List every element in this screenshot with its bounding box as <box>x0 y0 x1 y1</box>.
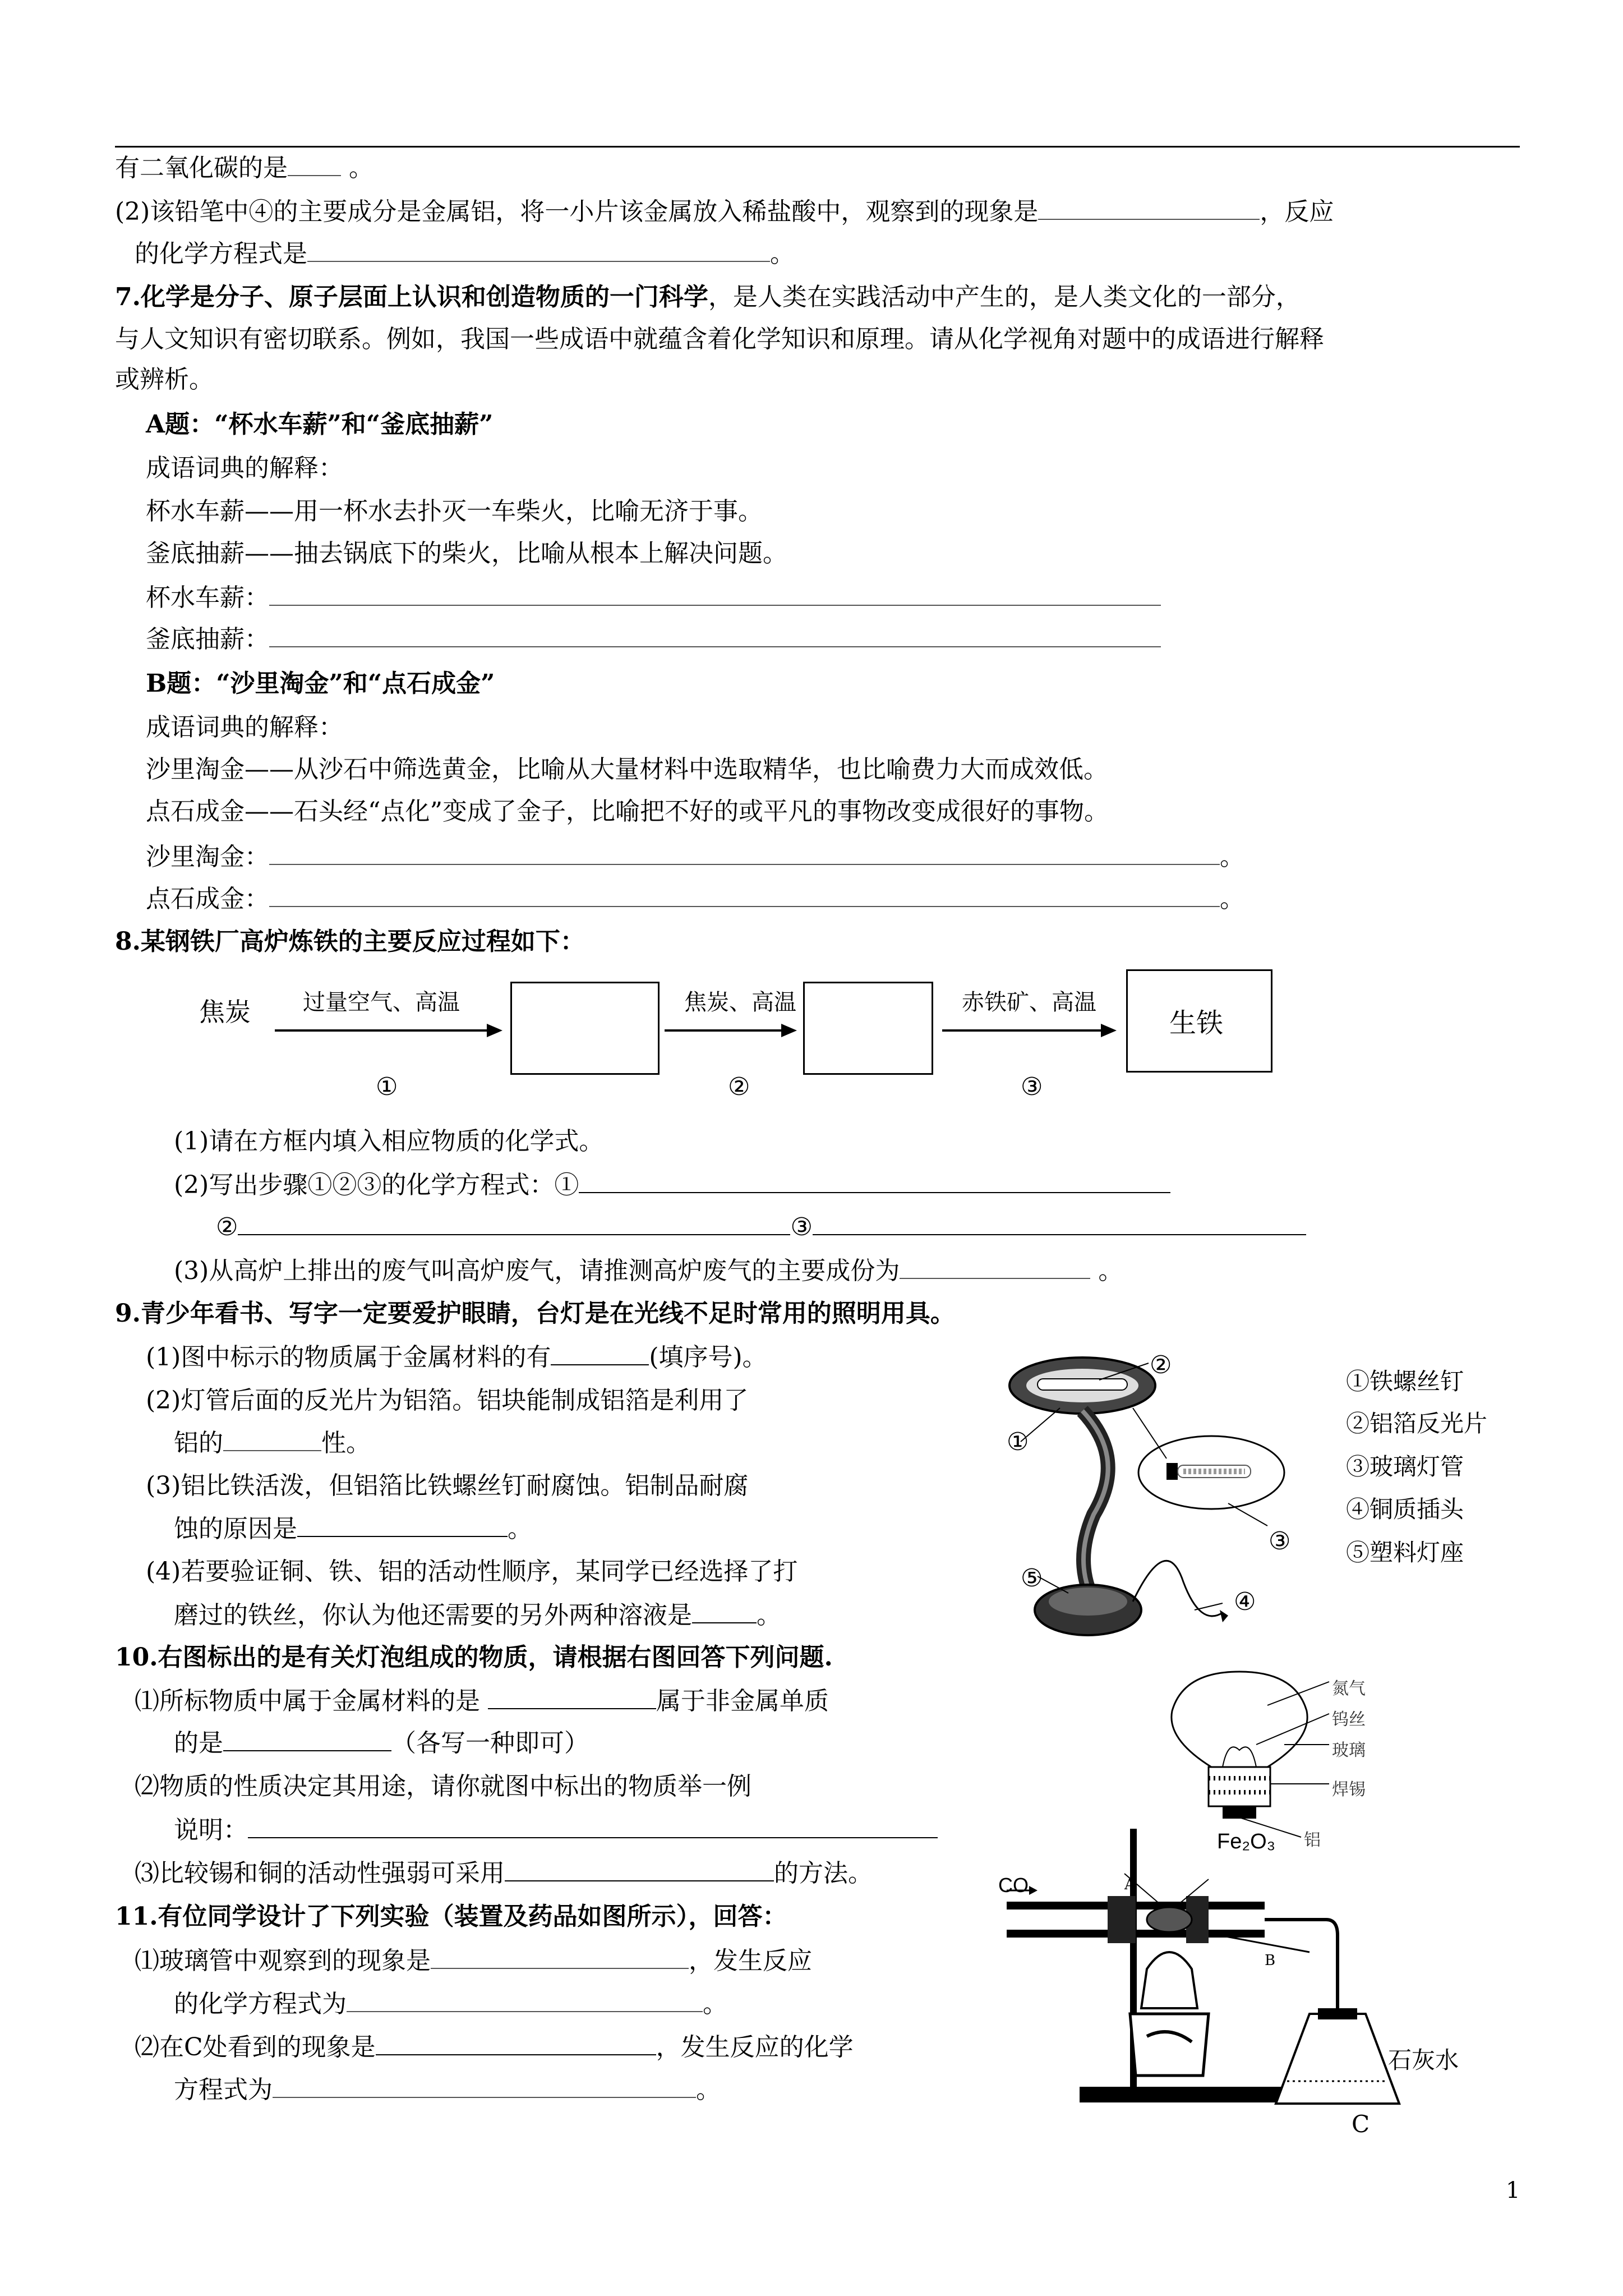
bulb-figure <box>1155 1666 1436 1846</box>
lamp-mark-1: ① <box>1007 1428 1029 1456</box>
q7-b-answer-2 <box>146 884 1244 914</box>
q7-head <box>115 282 1301 312</box>
q7-head-rest: ，是人类在实践活动中产生的，是人类文化的一部分， <box>708 283 1301 311</box>
q11-p1-blank-2[interactable] <box>347 1989 703 2012</box>
q10-p1-line-2 <box>174 1728 589 1759</box>
q9-title: 9.青少年看书、写字一定要爱护眼睛，台灯是在光线不足时常用的照明用具。 <box>115 1299 955 1328</box>
q7-b-answer-2-end: 。 <box>1220 885 1244 913</box>
q10-p1-text: ⑴所标物质中属于金属材料的是 <box>135 1687 480 1715</box>
q6-p2-line <box>115 196 1334 227</box>
q10-p3-blank[interactable] <box>505 1858 774 1881</box>
q9-p2-line-2 <box>174 1428 371 1458</box>
q9-p4-line-2 <box>174 1600 781 1631</box>
q9-p4-blank[interactable] <box>692 1600 757 1623</box>
q11-p1-text-b: ，发生反应 <box>689 1947 812 1975</box>
q11-p1-blank[interactable] <box>431 1945 689 1969</box>
lamp-legend-4: ④铜质插头 <box>1346 1496 1464 1523</box>
apparatus-label-co: CO <box>998 1874 1029 1897</box>
q6-p2-text-b: ，反应 <box>1260 197 1334 226</box>
q9-p1-text: (1)图中标示的物质属于金属材料的有 <box>146 1343 551 1372</box>
q7-a-dict: 成语词典的解释： <box>146 454 343 482</box>
q8-step-3: ③ <box>1021 1073 1043 1101</box>
bulb-label-tungsten: 钨丝 <box>1332 1710 1366 1729</box>
bulb-label-aluminum: 铝 <box>1304 1830 1321 1850</box>
q11-p2-blank[interactable] <box>376 2032 656 2055</box>
lamp-mark-5: ⑤ <box>1021 1564 1043 1593</box>
q8-eq-3-blank[interactable] <box>813 1212 1306 1235</box>
lamp-mark-4: ④ <box>1234 1588 1256 1616</box>
q8-p2-text: (2)写出步骤①②③的化学方程式：① <box>174 1171 579 1199</box>
q7-a-answer-1-blank[interactable] <box>269 582 1161 606</box>
q7-b-def-1: 沙里淘金——从沙石中筛选黄金，比喻从大量材料中选取精华，也比喻费力大而成效低。 <box>146 755 1108 784</box>
q9-p4-tail: 。 <box>757 1601 781 1630</box>
bulb-label-solder: 焊锡 <box>1332 1780 1366 1800</box>
desk-lamp-figure <box>998 1346 1335 1649</box>
q8-eq-1-blank[interactable] <box>579 1170 1170 1193</box>
q9-p4-text-b: 磨过的铁丝，你认为他还需要的另外两种溶液是 <box>174 1601 692 1630</box>
q11-p2-line-2 <box>174 2074 721 2105</box>
q10-p1-text-c: 的是 <box>174 1729 223 1757</box>
q7-b-answer-1 <box>146 841 1244 872</box>
q11-p2-blank-2[interactable] <box>273 2074 696 2098</box>
q11-title: 11.有位同学设计了下列实验（装置及药品如图所示），回答： <box>115 1902 787 1931</box>
lamp-legend-3: ③玻璃灯管 <box>1346 1453 1464 1480</box>
q8-step-1: ① <box>376 1073 398 1101</box>
q7-a-def-1: 杯水车薪——用一杯水去扑灭一车柴火，比喻无济于事。 <box>146 497 763 526</box>
q10-p3 <box>135 1858 873 1889</box>
q7-b-def-2: 点石成金——石头经“点化”变成了金子，比喻把不好的或平凡的事物改变成很好的事物。 <box>146 797 1109 826</box>
q10-p2-text-b: 说明： <box>174 1816 248 1844</box>
q8-eq-2-blank[interactable] <box>238 1212 790 1235</box>
q10-p2: ⑵物质的性质决定其用途，请你就图中标出的物质举一例 <box>135 1772 751 1801</box>
q8-arrow-1-head <box>487 1024 502 1037</box>
lamp-legend-2: ②铝箔反光片 <box>1346 1410 1488 1437</box>
q9-p3: (3)铝比铁活泼，但铝箔比铁螺丝钉耐腐蚀。铝制品耐腐 <box>146 1471 749 1500</box>
q7-a-answer-2-blank[interactable] <box>269 624 1161 647</box>
apparatus-label-fe2o3: Fe₂O₃ <box>1217 1830 1276 1853</box>
q7-a-answer-1 <box>146 582 1161 613</box>
apparatus-label-limewater: 石灰水 <box>1388 2046 1459 2074</box>
q7-a-answer-2 <box>146 624 1161 655</box>
q9-p3-line-2 <box>174 1513 532 1544</box>
q10-title: 10.右图标出的是有关灯泡组成的物质，请根据右图回答下列问题. <box>115 1643 833 1672</box>
q7-b-dict: 成语词典的解释： <box>146 713 343 742</box>
q8-p2 <box>174 1170 1170 1200</box>
q10-p1-text-d: （各写一种即可） <box>391 1729 589 1757</box>
q9-p2-blank[interactable] <box>223 1428 321 1451</box>
q10-p3-tail: 的方法。 <box>774 1859 873 1888</box>
q8-step-2: ② <box>728 1073 750 1101</box>
q11-p1-text: ⑴玻璃管中观察到的现象是 <box>135 1947 431 1975</box>
q11-p2-text-b: ，发生反应的化学 <box>656 2033 854 2062</box>
q7-b-answer-1-blank[interactable] <box>269 841 1220 865</box>
q8-box-1[interactable] <box>510 982 660 1075</box>
co-reduction-apparatus <box>995 1823 1500 2137</box>
q9-p2-text-b: 铝的 <box>174 1429 223 1457</box>
q8-arrow-1-label: 过量空气、高温 <box>303 990 460 1015</box>
q8-eq-2-label: ② <box>216 1213 238 1241</box>
q7-a-def-2: 釜底抽薪——抽去锅底下的柴火，比喻从根本上解决问题。 <box>146 539 787 568</box>
q9-p1-tail: (填序号)。 <box>649 1343 767 1372</box>
q8-p3-text: (3)从高炉上排出的废气叫高炉废气，请推测高炉废气的主要成份为 <box>174 1257 900 1285</box>
apparatus-label-a: A <box>1124 1876 1135 1893</box>
q9-p2-tail: 性。 <box>321 1429 371 1457</box>
q6-blank-3[interactable] <box>307 238 770 262</box>
q8-end-label: 生铁 <box>1169 1007 1224 1039</box>
q10-p2-line-2 <box>174 1815 938 1846</box>
q7-b-answer-1-end: 。 <box>1220 843 1244 871</box>
q8-start-label: 焦炭 <box>199 997 251 1027</box>
q10-p3-text: ⑶比较锡和铜的活动性强弱可采用 <box>135 1859 505 1888</box>
q6-blank-2[interactable] <box>1038 196 1260 220</box>
q7-b-answer-2-blank[interactable] <box>269 884 1220 907</box>
page-number: 1 <box>1506 2178 1520 2203</box>
q8-title: 8.某钢铁厂高炉炼铁的主要反应过程如下： <box>115 927 585 956</box>
q9-p2: (2)灯管后面的反光片为铝箔。铝块能制成铝箔是利用了 <box>146 1386 749 1415</box>
bulb-label-glass: 玻璃 <box>1332 1741 1366 1760</box>
q9-p3-blank[interactable] <box>297 1513 508 1537</box>
q10-p1-text-b: 属于非金属单质 <box>656 1687 829 1715</box>
q9-p3-text-b: 蚀的原因是 <box>174 1515 297 1543</box>
lamp-mark-2: ② <box>1150 1351 1172 1379</box>
q8-p3 <box>174 1255 1123 1286</box>
q8-eq-3-label: ③ <box>790 1213 813 1241</box>
q6-p2-text: (2)该铅笔中④的主要成分是金属铝，将一小片该金属放入稀盐酸中，观察到的现象是 <box>115 197 1039 226</box>
q8-p2-line-2 <box>216 1212 1306 1243</box>
q8-arrow-3-head <box>1101 1024 1117 1037</box>
q7-head-bold: 7.化学是分子、原子层面上认识和创造物质的一门科学 <box>115 283 708 311</box>
q8-arrow-1 <box>275 1029 488 1032</box>
q8-box-2[interactable] <box>803 982 933 1075</box>
lamp-legend-5: ⑤塑料灯座 <box>1346 1539 1464 1566</box>
q10-p2-blank[interactable] <box>248 1815 938 1838</box>
q6-p2-line-2 <box>135 238 795 269</box>
q8-p3-blank[interactable] <box>900 1255 1090 1279</box>
q6-p2-text-d: 。 <box>770 240 795 268</box>
q7-b-answer-2-label: 点石成金： <box>146 885 269 913</box>
q11-p2-text-c: 方程式为 <box>174 2076 273 2104</box>
apparatus-label-b: B <box>1265 1952 1276 1969</box>
q10-p1-blank-1[interactable] <box>488 1686 656 1709</box>
q8-p3-end: 。 <box>1098 1257 1123 1285</box>
q8-p1: (1)请在方框内填入相应物质的化学式。 <box>174 1127 604 1156</box>
q11-p2 <box>135 2032 854 2063</box>
apparatus-label-c: C <box>1352 2110 1370 2138</box>
q10-p1-blank-2[interactable] <box>223 1728 391 1751</box>
q9-p3-tail: 。 <box>508 1515 532 1543</box>
q7-line-2: 与人文知识有密切联系。例如，我国一些成语中就蕴含着化学知识和原理。请从化学视角对题中的成语进行解释 <box>115 325 1324 353</box>
q7-a-answer-2-label: 釜底抽薪： <box>146 625 269 654</box>
q6-blank-1[interactable] <box>288 153 341 176</box>
q8-arrow-2 <box>665 1029 782 1032</box>
q8-arrow-2-label: 焦炭、高温 <box>684 990 796 1015</box>
q10-p1 <box>135 1686 829 1717</box>
q9-p1 <box>146 1342 767 1373</box>
bulb-label-nitrogen: 氮气 <box>1332 1679 1366 1699</box>
q9-p4: (4)若要验证铜、铁、铝的活动性顺序，某同学已经选择了打 <box>146 1557 798 1586</box>
q8-arrow-3 <box>942 1029 1102 1032</box>
q6-tail-line <box>115 153 374 183</box>
q7-line-3: 或辨析。 <box>115 365 214 394</box>
q11-p1-text-c: 的化学方程式为 <box>174 1990 347 2018</box>
q11-p1-line-2 <box>174 1989 727 2019</box>
q6-tail-end: 。 <box>349 154 374 182</box>
q7-a-answer-1-label: 杯水车薪： <box>146 583 269 612</box>
q11-p1 <box>135 1945 812 1976</box>
lamp-legend-1: ①铁螺丝钉 <box>1346 1368 1464 1395</box>
q6-p2-text-c: 的化学方程式是 <box>135 240 307 268</box>
lamp-mark-3: ③ <box>1269 1527 1291 1556</box>
q11-p1-text-d: 。 <box>703 1990 727 2018</box>
q6-tail-text: 有二氧化碳的是 <box>115 154 288 182</box>
q8-arrow-2-head <box>781 1024 797 1037</box>
q11-p2-text: ⑵在C处看到的现象是 <box>135 2033 376 2062</box>
q8-arrow-3-label: 赤铁矿、高温 <box>962 990 1096 1015</box>
top-rule <box>115 146 1520 148</box>
q9-p1-blank[interactable] <box>551 1342 649 1365</box>
q7-b-answer-1-label: 沙里淘金： <box>146 843 269 871</box>
q7-b-title: B题：“沙里淘金”和“点石成金” <box>146 669 495 698</box>
q7-a-title: A题：“杯水车薪”和“釜底抽薪” <box>146 410 494 439</box>
q11-p2-text-d: 。 <box>696 2076 721 2104</box>
